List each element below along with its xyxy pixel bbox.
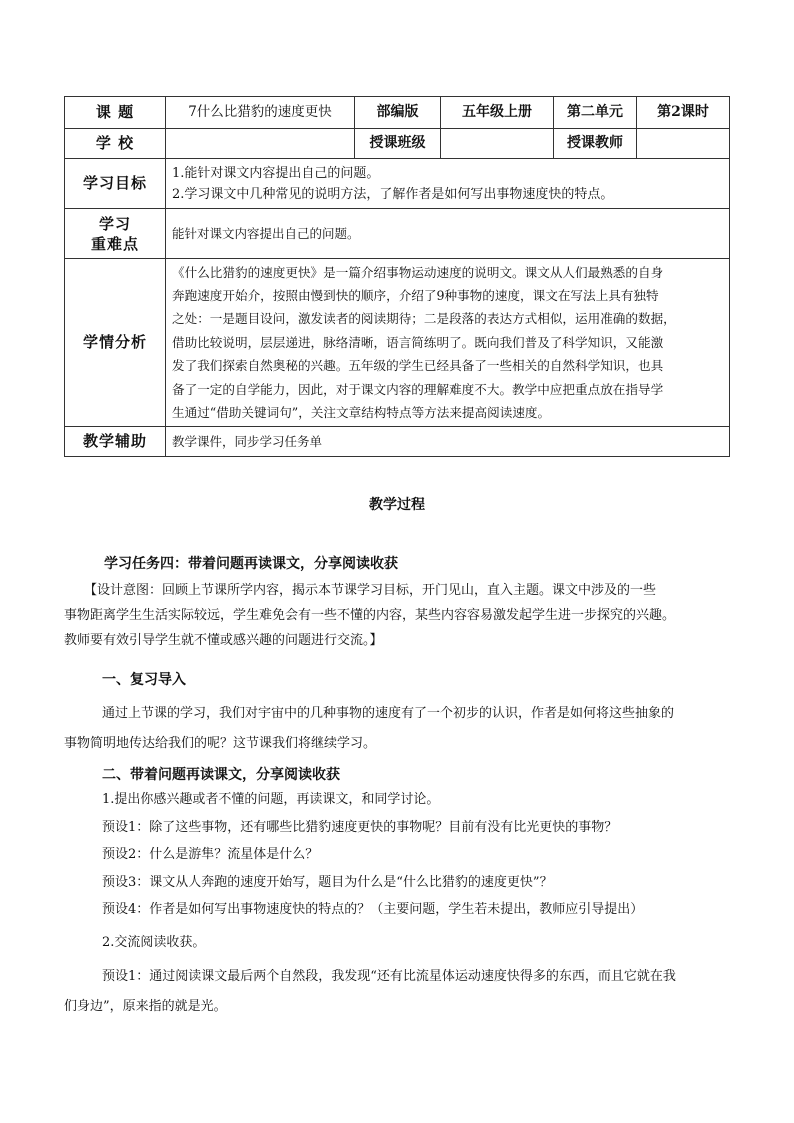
design-intent-line: 事物距离学生生活实际较远，学生难免会有一些不懂的内容，某些内容容易激发起学生进一步探究的兴趣。 (64, 608, 676, 623)
preset-item: 预设1：除了这些事物，还有哪些比猎豹速度更快的事物呢？目前有没有比光更快的事物？ (102, 819, 618, 835)
goal-line: 1.能针对课文内容提出自己的问题。 (172, 165, 380, 181)
lesson-info-table (64, 96, 730, 457)
table-row (65, 259, 730, 427)
analysis-line: 之处：一是题目设问，激发读者的阅读期待；二是段落的表达方式相似，运用准确的数据， (172, 311, 676, 327)
unit: 第二单元 (554, 97, 637, 129)
analysis-line: 借助比较说明，层层递进，脉络清晰，语言简练明了。既向我们普及了科学知识，又能激 (172, 334, 664, 350)
table-row (65, 427, 730, 457)
paragraph-line: 预设1：通过阅读课文最后两个自然段，我发现“还有比流星体运动速度快得多的东西，而且它就在我 (102, 969, 676, 984)
section-heading: 一、复习导入 (102, 672, 186, 688)
lesson-title: 7什么比猎豹的速度更快 (166, 97, 355, 129)
design-intent-line: 【设计意图：回顾上节课所学内容，揭示本节课学习目标，开门见山，直入主题。课文中涉及的一些 (84, 583, 657, 598)
paragraph-line: 事物简明地传达给我们的呢？这节课我们将继续学习。 (64, 736, 377, 751)
analysis-label: 学情分析 (65, 259, 166, 427)
class-value (441, 129, 554, 159)
preset-item: 预设2：什么是游隼？流星体是什么？ (102, 847, 319, 862)
aids-content: 教学课件，同步学习任务单 (166, 427, 730, 457)
teacher-label: 授课教师 (554, 129, 637, 159)
focus-label-line: 学习 (98, 214, 131, 233)
analysis-line: 发了我们探索自然奥秘的兴趣。五年级的学生已经具备了一些相关的自然科学知识，也具 (172, 358, 664, 374)
paragraph-line: 通过上节课的学习，我们对宇宙中的几种事物的速度有了一个初步的认识，作者是如何将这些抽象的 (102, 706, 675, 721)
analysis-content (166, 259, 730, 427)
school-label: 学 校 (65, 129, 166, 159)
teacher-value (637, 129, 730, 159)
class-label: 授课班级 (355, 129, 441, 159)
aids-label: 教学辅助 (65, 427, 166, 457)
goal-line: 2.学习课文中几种常见的说明方法，了解作者是如何写出事物速度快的特点。 (172, 186, 614, 202)
process-title: 教学过程 (369, 497, 425, 513)
goals-label: 学习目标 (65, 159, 166, 209)
analysis-line: 生通过“借助关键词句”，关注文章结构特点等方法来提高阅读速度。 (172, 405, 551, 421)
analysis-line: 备了一定的自学能力，因此，对于课文内容的理解难度不大。教学中应把重点放在指导学 (172, 381, 664, 397)
step-text: 2.交流阅读收获。 (102, 935, 206, 950)
grade: 五年级上册 (441, 97, 554, 129)
section-heading: 二、带着问题再读课文，分享阅读收获 (102, 767, 340, 783)
table-row (65, 209, 730, 259)
table-row (65, 129, 730, 159)
table-row (65, 97, 730, 129)
step-text: 1.提出你感兴趣或者不懂的问题，再读课文，和同学讨论。 (102, 792, 440, 807)
period: 第2课时 (637, 97, 730, 129)
analysis-line: 《什么比猎豹的速度更快》是一篇介绍事物运动速度的说明文。课文从人们最熟悉的自身 (172, 264, 664, 280)
school-value (166, 129, 355, 159)
preset-item: 预设3：课文从人奔跑的速度开始写，题目为什么是“什么比猎豹的速度更快”？ (102, 874, 553, 890)
preset-item: 预设4：作者是如何写出事物速度快的特点的？（主要问题，学生若未提出，教师应引导提出） (102, 902, 644, 917)
paragraph-line: 们身边”，原来指的就是光。 (64, 999, 227, 1014)
topic-label: 课 题 (65, 97, 166, 129)
analysis-line: 奔跑速度开始介，按照由慢到快的顺序，介绍了9种事物的速度，课文在写法上具有独特 (172, 287, 659, 303)
section2-content (102, 786, 742, 924)
design-intent (64, 578, 736, 653)
answer-text (64, 962, 736, 1022)
task-heading: 学习任务四：带着问题再读课文，分享阅读收获 (104, 556, 398, 572)
goals-content (166, 159, 730, 209)
focus-content: 能针对课文内容提出自己的问题。 (166, 209, 730, 259)
table-row (65, 159, 730, 209)
edition: 部编版 (355, 97, 441, 129)
design-intent-line: 教师要有效引导学生就不懂或感兴趣的问题进行交流。】 (64, 633, 383, 648)
focus-label-line: 重难点 (90, 234, 139, 253)
focus-label (65, 209, 166, 259)
section1-text (64, 699, 736, 759)
